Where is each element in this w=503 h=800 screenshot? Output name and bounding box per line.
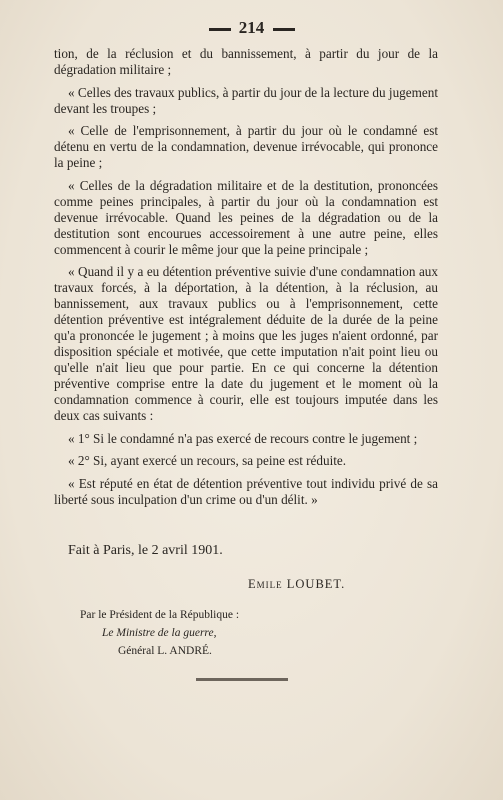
page-header: [0, 18, 503, 38]
decree-text: [54, 46, 438, 514]
paragraph: « 1° Si le condamné n'a pas exercé de recours contre le jugement ;: [68, 430, 418, 446]
countersignature: [80, 606, 300, 660]
page-number: 214: [238, 18, 265, 37]
closing-rule: [196, 678, 288, 681]
paragraph: « 2° Si, ayant exercé un recours, sa peine est réduite.: [68, 453, 347, 468]
paragraph: « Est réputé en état de détention préventive tout individu privé de sa liberté sous inculpation d'un crime ou d'un délit. »: [54, 475, 438, 507]
countersignature-line: Le Ministre de la guerre,: [102, 627, 217, 639]
paragraph: « Celles des travaux publics, à partir du jour de la lecture du jugement devant les troupes ;: [54, 84, 438, 116]
signature: Emile LOUBET.: [248, 577, 346, 591]
date-line: Fait à Paris, le 2 avril 1901.: [68, 543, 223, 558]
countersignature-line: Par le Président de la République :: [80, 609, 240, 621]
paragraph: « Quand il y a eu détention préventive suivie d'une condamnation aux travaux forcés, à la déportation, à la détention, à la réclusion, au bannissement, aux travaux publics ou à l'emprisonnement, cette détention préventive est intégralement déduite de la durée de la peine qu'a prononcée le jugement ; à moins que les juges n'aient ordonné, par disposition spéciale et motivée, que cette imputation n'ait point lieu ou qu'elle n'ait lieu que pour partie. En ce qui concerne la détention préventive comprise entre la date du jugement et le moment où la condamnation commence à courir, elle est toujours imputée dans les deux cas suivants :: [54, 264, 438, 423]
paragraph: « Celle de l'emprisonnement, à partir du jour où le condamné est détenu en vertu de la condamnation, devenue irrévocable, qui prononce la peine ;: [54, 123, 438, 170]
header-dash-right: [273, 28, 295, 31]
paragraph: « Celles de la dégradation militaire et de la destitution, prononcées comme peines principales, à partir du jour où la condamnation est devenue irrévocable. Quand les peines de la dégradation ou de la destitution sont encourues accessoirement à une autre peine, elles commencent à courir le même jour que la peine principale ;: [54, 177, 438, 257]
header-dash-left: [209, 28, 231, 31]
countersignature-line: Général L. ANDRÉ.: [118, 645, 212, 657]
paragraph: tion, de la réclusion et du bannissement, à partir du jour de la dégradation militaire ;: [54, 46, 438, 77]
